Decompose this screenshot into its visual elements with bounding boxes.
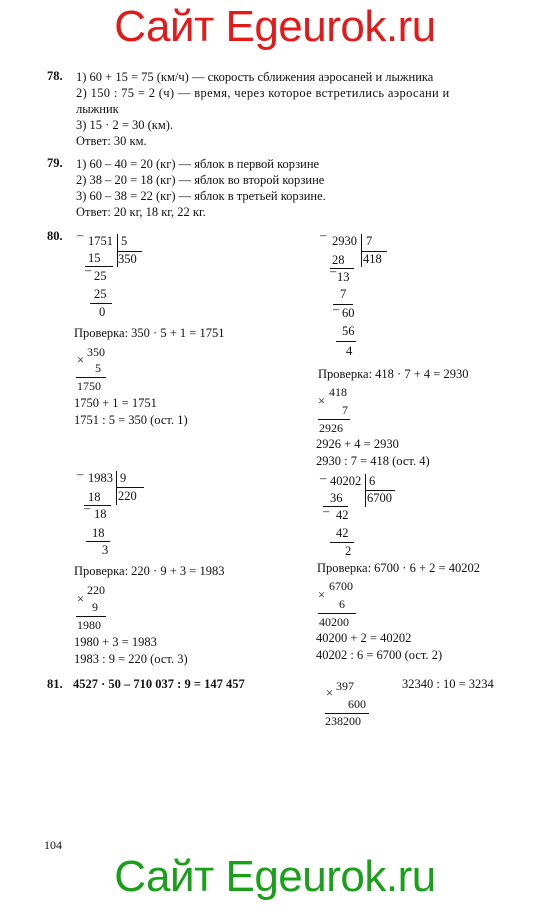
solution-line: 2) 150 : 75 = 2 (ч) — время, через которое встретились аэросани и (76, 86, 450, 100)
expression: 4527 · 50 – 710 037 : 9 = 147 457 (73, 677, 245, 691)
division-step: 7 (340, 287, 347, 301)
solution-line: 1) 60 + 15 = 75 (км/ч) — скорость сближения аэросаней и лыжника (76, 70, 434, 84)
minus-sign: – (330, 264, 337, 278)
check-title: Проверка: 350 · 5 + 1 = 1751 (74, 326, 225, 340)
division-step: 13 (337, 270, 350, 284)
check-line: 1750 + 1 = 1751 (74, 396, 157, 410)
division-step: 25 (94, 269, 107, 283)
minus-sign: – (77, 228, 84, 242)
factor: 7 (342, 403, 348, 417)
minus-sign: – (320, 228, 327, 242)
division-step: 56 (342, 324, 355, 338)
check-line: 1980 + 3 = 1983 (74, 635, 157, 649)
factor: 418 (329, 385, 347, 399)
check-line: 1983 : 9 = 220 (ост. 3) (74, 652, 188, 666)
watermark-bottom: Сайт Egeurok.ru (114, 852, 436, 901)
division-step: 36 (330, 491, 343, 505)
minus-sign: – (77, 467, 84, 481)
times-sign: × (326, 686, 334, 700)
division-step: 0 (99, 305, 106, 319)
times-sign: × (318, 588, 326, 602)
division-step: 60 (342, 306, 355, 320)
divisor: 5 (121, 234, 128, 248)
division-step: 2 (345, 544, 352, 558)
solution-line: 3) 60 – 38 = 22 (кг) — яблок в третьей корзине. (76, 189, 326, 203)
quotient: 220 (118, 489, 137, 503)
division-result: 32340 : 10 = 3234 (402, 677, 494, 691)
division-step: 42 (336, 526, 349, 540)
solution-line: лыжник (76, 102, 119, 116)
divisor: 6 (369, 474, 376, 488)
factor: 5 (95, 361, 101, 375)
minus-sign: – (333, 302, 340, 316)
factor: 397 (336, 679, 354, 693)
problem-number: 78. (47, 69, 63, 83)
division-step: 28 (332, 253, 345, 267)
minus-sign: – (323, 504, 330, 518)
dividend: 2930 (332, 234, 357, 248)
quotient: 6700 (367, 491, 392, 505)
check-line: 1751 : 5 = 350 (ост. 1) (74, 413, 188, 427)
watermark-top: Сайт Egeurok.ru (114, 2, 436, 51)
division-step: 3 (102, 543, 109, 557)
division-step: 15 (88, 251, 101, 265)
problem-number: 81. (47, 677, 63, 691)
factor: 6 (339, 597, 345, 611)
factor: 9 (92, 600, 98, 614)
factor: 6700 (329, 579, 353, 593)
factor: 220 (87, 583, 105, 597)
problem-number: 80. (47, 229, 63, 243)
dividend: 1751 (88, 234, 113, 248)
check-line: 2930 : 7 = 418 (ост. 4) (316, 454, 430, 468)
division-step: 18 (94, 507, 107, 521)
minus-sign: – (320, 471, 327, 485)
minus-sign: – (85, 263, 92, 277)
check-title: Проверка: 418 · 7 + 4 = 2930 (318, 367, 469, 381)
check-line: 2926 + 4 = 2930 (316, 437, 399, 451)
divisor: 9 (120, 471, 127, 485)
product: 1750 (77, 379, 101, 393)
divisor: 7 (366, 234, 373, 248)
division-step: 18 (92, 526, 105, 540)
division-step: 4 (346, 344, 353, 358)
answer-line: Ответ: 20 кг, 18 кг, 22 кг. (76, 205, 206, 219)
answer-line: Ответ: 30 км. (76, 134, 147, 148)
check-title: Проверка: 6700 · 6 + 2 = 40202 (317, 561, 480, 575)
check-line: 40202 : 6 = 6700 (ост. 2) (316, 648, 443, 662)
page-number: 104 (44, 838, 62, 852)
solution-line: 1) 60 – 40 = 20 (кг) — яблок в первой корзине (76, 157, 320, 171)
times-sign: × (77, 353, 85, 367)
times-sign: × (318, 394, 326, 408)
check-title: Проверка: 220 · 9 + 3 = 1983 (74, 564, 225, 578)
product: 40200 (319, 615, 349, 629)
solution-line: 2) 38 – 20 = 18 (кг) — яблок во второй корзине (76, 173, 325, 187)
minus-sign: – (84, 501, 91, 515)
check-line: 40200 + 2 = 40202 (316, 631, 412, 645)
division-step: 18 (88, 490, 101, 504)
times-sign: × (77, 592, 85, 606)
quotient: 418 (363, 252, 382, 266)
factor: 350 (87, 345, 105, 359)
factor: 600 (348, 697, 366, 711)
product: 2926 (319, 421, 343, 435)
division-step: 25 (94, 287, 107, 301)
dividend: 1983 (88, 471, 113, 485)
solution-line: 3) 15 · 2 = 30 (км). (76, 118, 174, 132)
product: 238200 (325, 714, 361, 728)
quotient: 350 (118, 252, 137, 266)
problem-number: 79. (47, 156, 63, 170)
product: 1980 (77, 618, 101, 632)
division-step: 42 (336, 508, 349, 522)
dividend: 40202 (330, 474, 362, 488)
